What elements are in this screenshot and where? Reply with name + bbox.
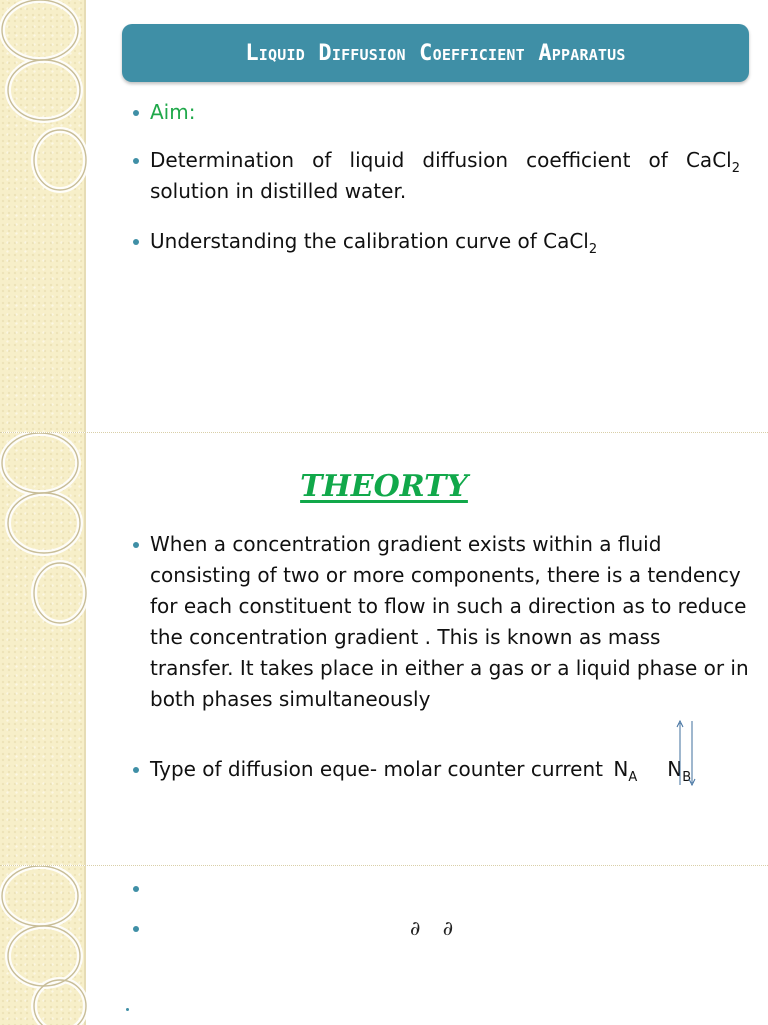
theory-heading: THEORTY [300,469,468,504]
list-item-aim [150,97,195,128]
slide-title: Liquid Diffusion Coefficient Apparatus [122,24,749,82]
slide-partial [0,865,768,1025]
calibration-subscript: 2 [588,242,598,257]
nb-subscript: B [682,770,692,785]
list-item-determination [150,145,740,207]
determination-subscript: 2 [731,161,740,176]
counter-current-arrows-icon [672,717,702,789]
calibration-text: Understanding the calibration curve of CaCl [150,229,589,253]
nb-label: N [667,757,683,781]
na-label: N [613,757,629,781]
decorative-rings-icon [0,866,90,1025]
decorative-rings-icon [0,0,90,432]
diffusion-type-text: Type of diffusion eque- molar counter current [150,757,610,781]
list-item-calibration [150,226,597,257]
slide-aim [0,0,768,432]
slide-theory [0,432,768,866]
aim-label: Aim: [150,100,196,124]
stray-dot [126,1008,129,1011]
list-item-diffusion-type [150,754,691,785]
na-subscript: A [628,770,638,785]
determination-tail: solution in distilled water. [150,179,407,203]
determination-text: Determination of liquid diffusion coefficient of CaCl [150,148,732,172]
partial-derivative-symbols: ∂ ∂ [410,916,462,940]
list-item-theory-paragraph: When a concentration gradient exists within a fluid consisting of two or more components, there is a tendency for each constituent to flow in such a direction as to reduce the concentration gradient . This is known as mass transfer. It takes place in either a gas or a liquid phase or in both phases simultaneously [150,529,750,715]
